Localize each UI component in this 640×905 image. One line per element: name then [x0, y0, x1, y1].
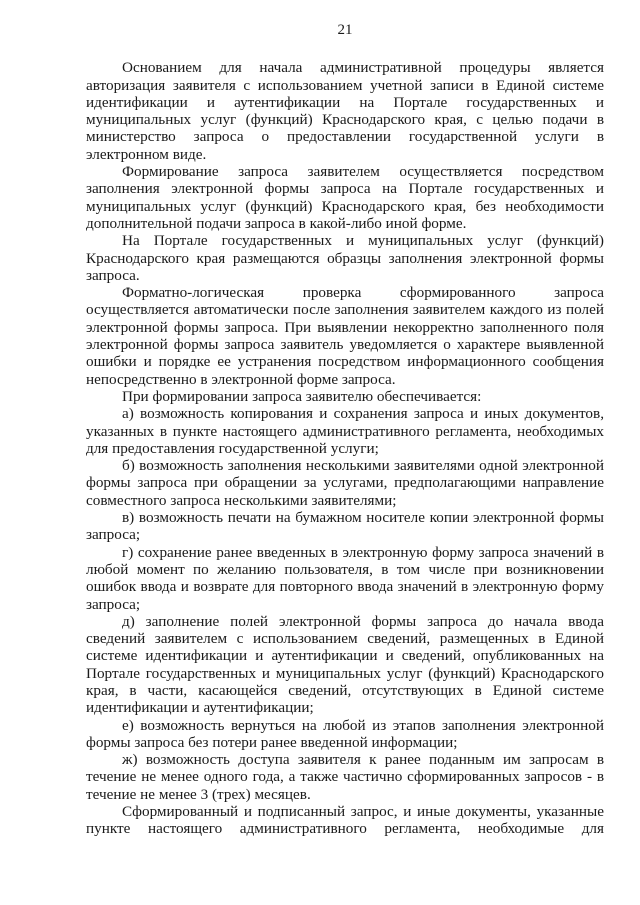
page-number: 21	[337, 22, 353, 38]
paragraph-sample-forms: На Портале государственных и муниципальных услуг (функций) Краснодарского края размещаются образцы заполнения электронной формы запроса.	[86, 232, 604, 284]
paragraph-request-formation: Формирование запроса заявителем осуществляется посредством заполнения электронной формы запроса на Портале государственных и муниципальных услуг (функций) Краснодарского края, без необходимости дополнительной подачи запроса в какой-либо иной форме.	[86, 163, 604, 232]
paragraph-format-logic-check: Форматно-логическая проверка сформированного запроса осуществляется автоматически после заполнения заявителем каждого из полей электронной формы запроса. При выявлении некорректно заполненного поля электронной формы запроса заявитель уведомляется о характере выявленной ошибки и порядке ее устранения посредством информационного сообщения непосредственно в электронной форме запроса.	[86, 284, 604, 388]
list-item-b: б) возможность заполнения несколькими заявителями одной электронной формы запроса при обращении за услугами, предполагающими направление совместного запроса несколькими заявителями;	[86, 457, 604, 509]
list-item-e: е) возможность вернуться на любой из этапов заполнения электронной формы запроса без потери ранее введенной информации;	[86, 716, 604, 751]
list-item-a: а) возможность копирования и сохранения запроса и иных документов, указанных в пункте настоящего административного регламента, необходимых для предоставления государственной услуги;	[86, 405, 604, 457]
list-item-g: г) сохранение ранее введенных в электронную форму запроса значений в любой момент по желанию пользователя, в том числе при возникновении ошибок ввода и возврате для повторного ввода значений в электронную форму запроса;	[86, 543, 604, 613]
list-item-v: в) возможность печати на бумажном носителе копии электронной формы запроса;	[86, 509, 604, 544]
paragraph-authorization-basis: Основанием для начала административной процедуры является авторизация заявителя с использованием учетной записи в Единой системе идентификации и аутентификации на Портале государственных и муниципальных услуг (функций) Краснодарского края, с целью подачи в министерство запроса о предоставлении государственной услуги в электронном виде.	[86, 59, 604, 163]
list-item-zh: ж) возможность доступа заявителя к ранее поданным им запросам в течение не менее одного года, а также частично сформированных запросов - в течение не менее 3 (трех) месяцев.	[86, 751, 604, 803]
paragraph-provisions-intro: При формировании запроса заявителю обеспечивается:	[122, 387, 482, 405]
paragraph-submitted-request: Сформированный и подписанный запрос, и иные документы, указанные пункте настоящего административного регламента, необходимые для	[86, 803, 604, 838]
list-item-d: д) заполнение полей электронной формы запроса до начала ввода сведений заявителем с использованием сведений, размещенных в Единой системе идентификации и аутентификации и сведений, опубликованных на Портале государственных и муниципальных услуг (функций) Краснодарского края, в части, касающейся сведений, отсутствующих в Единой системе идентификации и аутентификации;	[86, 612, 604, 717]
